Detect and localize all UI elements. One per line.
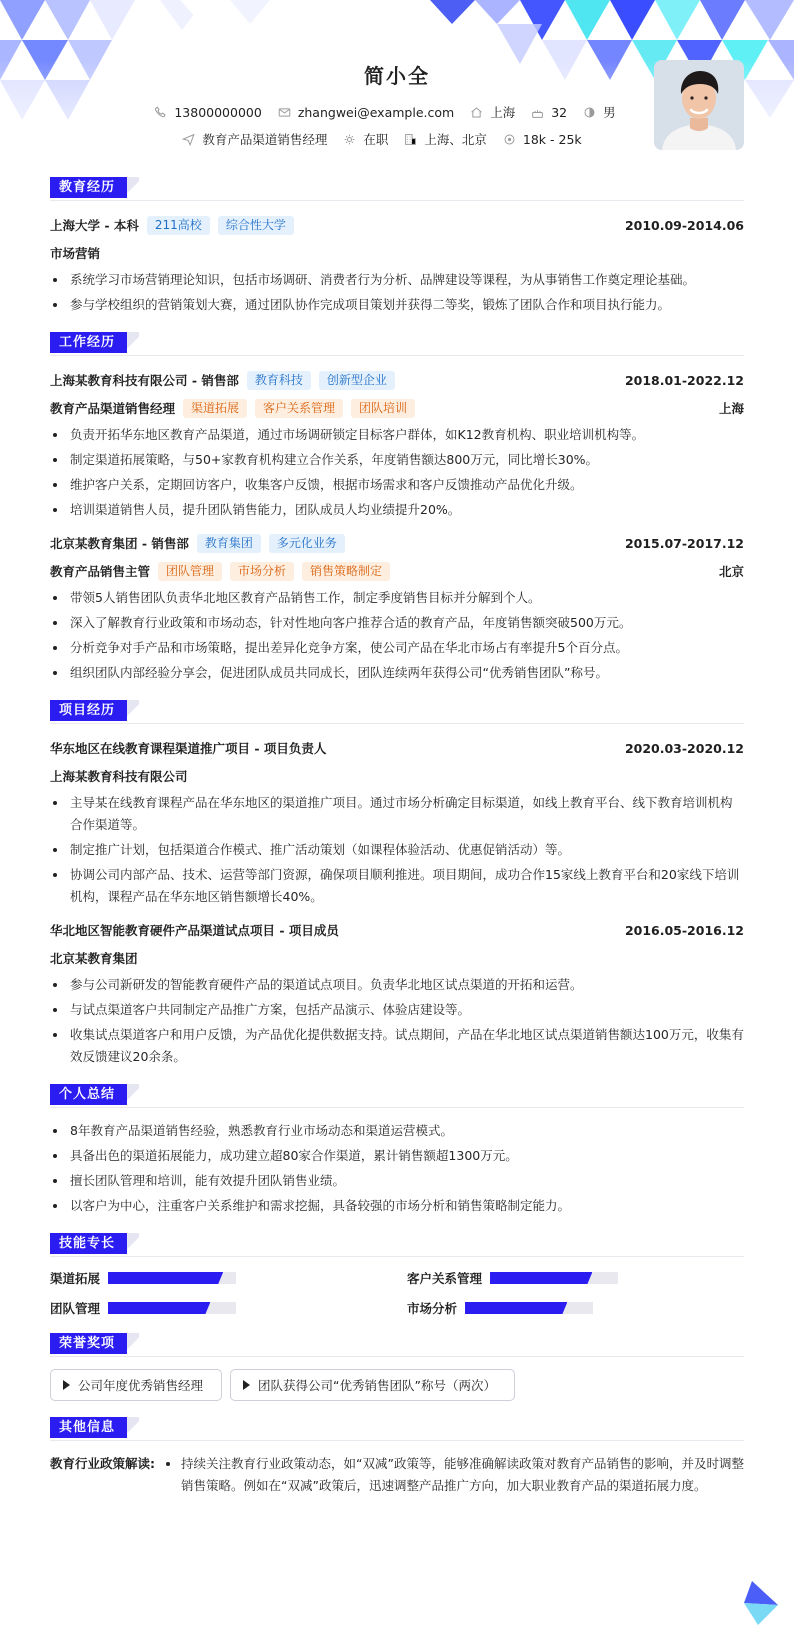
list-item: 以客户为中心，注重客户关系维护和需求挖掘，具备较强的市场分析和销售策略制定能力。 [50, 1195, 744, 1217]
list-item: 8年教育产品渠道销售经验，熟悉教育行业市场动态和渠道运营模式。 [50, 1120, 744, 1142]
target-city-info [404, 130, 487, 148]
age-icon [531, 106, 544, 119]
work-period: 2015.07-2017.12 [624, 535, 744, 551]
contact-row [50, 103, 744, 121]
list-item: 协调公司内部产品、技术、运营等部门资源，确保项目顺利推进。项目期间，成功合作15家线上教育平台和20家线下培训机构，课程产品在华东地区销售额增长40%。 [50, 864, 744, 908]
job-intent-row [50, 130, 744, 148]
project-entry [50, 736, 744, 908]
status-info [343, 130, 388, 148]
corner-decoration [738, 1581, 778, 1625]
role-row [50, 396, 744, 420]
list-item: 持续关注教育行业政策动态，如“双减”政策等，能够准确解读政策对教育产品销售的影响，并及时调整销售策略。例如在“双减”政策后，迅速调整产品推广方向，加大职业教育产品的渠道拓展力度。 [163, 1453, 744, 1497]
company-name: 北京某教育集团 - 销售部 [50, 536, 189, 551]
skills-section-header [50, 1231, 744, 1257]
list-item: 参与学校组织的营销策划大赛，通过团队协作完成项目策划并获得二等奖，锻炼了团队合作和项目执行能力。 [50, 294, 744, 316]
award-item [50, 1369, 222, 1401]
skill-name: 市场分析 [407, 1301, 458, 1316]
skills-grid [50, 1269, 744, 1317]
work-location: 上海 [718, 401, 744, 416]
skill-bar [465, 1302, 593, 1314]
work-location: 北京 [718, 564, 744, 579]
resume-header [50, 0, 744, 175]
role-name: 教育产品渠道销售经理 [50, 401, 176, 416]
send-icon [182, 133, 195, 146]
status-text: 在职 [363, 132, 389, 147]
other-info [50, 1453, 744, 1500]
summary-section-header [50, 1082, 744, 1108]
list-item: 制定推广计划，包括渠道合作模式、推广活动策划（如课程体验活动、优惠促销活动）等。 [50, 839, 744, 861]
role-left [50, 399, 415, 418]
company-name: 上海某教育科技有限公司 - 销售部 [50, 373, 239, 388]
award-text: 团队获得公司“优秀销售团队”称号（两次） [258, 1378, 496, 1393]
work-entry [50, 368, 744, 521]
major-row [50, 241, 744, 265]
education-entry-left [50, 216, 294, 235]
list-item: 带领5人销售团队负责华北地区教育产品销售工作，制定季度销售目标并分解到个人。 [50, 587, 744, 609]
list-item: 收集试点渠道客户和用户反馈，为产品优化提供数据支持。试点期间，产品在华北地区试点渠道销售额达100万元，收集有效反馈建议20余条。 [50, 1024, 744, 1068]
work-section-header [50, 330, 744, 356]
list-item: 系统学习市场营销理论知识，包括市场调研、消费者行为分析、品牌建设等课程，为从事销售工作奠定理论基础。 [50, 269, 744, 291]
role-tag: 客户关系管理 [255, 399, 343, 418]
role-tag: 团队培训 [351, 399, 415, 418]
target-position-text: 教育产品渠道销售经理 [202, 132, 328, 147]
target-position-info [182, 130, 327, 148]
awards-section [50, 1331, 744, 1401]
play-triangle-icon [63, 1380, 70, 1390]
project-company: 北京某教育集团 [50, 951, 138, 966]
other-section-header [50, 1415, 744, 1441]
skill-bar [108, 1302, 236, 1314]
city-text: 上海 [490, 105, 516, 120]
company-tag: 创新型企业 [319, 371, 395, 390]
list-item: 参与公司新研发的智能教育硬件产品的渠道试点项目。负责华北地区试点渠道的开拓和运营。 [50, 974, 744, 996]
list-item: 主导某在线教育课程产品在华东地区的渠道推广项目。通过市场分析确定目标渠道，如线上教育平台、线下教育培训机构合作渠道等。 [50, 792, 744, 836]
other-info-label: 教育行业政策解读: [50, 1456, 155, 1471]
education-entry-header [50, 213, 744, 237]
play-triangle-icon [243, 1380, 250, 1390]
education-bullets [50, 269, 744, 316]
avatar [654, 60, 744, 150]
gender-info [583, 103, 616, 121]
mail-icon [278, 106, 291, 119]
city-info [470, 103, 515, 121]
school-name: 上海大学 - 本科 [50, 218, 139, 233]
list-item: 分析竞争对手产品和市场策略，提出差异化竞争方案，使公司产品在华北市场占有率提升5个百分点。 [50, 637, 744, 659]
project-section-title: 项目经历 [50, 700, 127, 721]
project-company: 上海某教育科技有限公司 [50, 769, 188, 784]
company-tag: 多元化业务 [269, 534, 345, 553]
project-title: 华东地区在线教育课程渠道推广项目 - 项目负责人 [50, 741, 327, 756]
role-tag: 市场分析 [230, 562, 294, 581]
gender-text: 男 [603, 105, 616, 120]
award-item [230, 1369, 515, 1401]
awards-section-header [50, 1331, 744, 1357]
project-bullets [50, 792, 744, 908]
skill-bar-fill [108, 1302, 210, 1314]
status-icon [343, 133, 356, 146]
work-entry-left [50, 534, 345, 553]
project-period: 2020.03-2020.12 [624, 740, 744, 756]
work-bullets [50, 587, 744, 684]
role-tag: 销售策略制定 [302, 562, 390, 581]
skill-bar [490, 1272, 618, 1284]
project-entry-header [50, 918, 744, 942]
skill-item [50, 1269, 387, 1287]
skill-name: 团队管理 [50, 1301, 101, 1316]
skill-bar [108, 1272, 236, 1284]
major-name: 市场营销 [50, 246, 101, 261]
role-tag: 渠道拓展 [183, 399, 247, 418]
skill-item [407, 1299, 744, 1317]
project-entry [50, 918, 744, 1068]
school-tag: 211高校 [147, 216, 210, 235]
skill-item [50, 1299, 387, 1317]
award-text: 公司年度优秀销售经理 [78, 1378, 204, 1393]
work-section [50, 330, 744, 684]
work-entry-header [50, 531, 744, 555]
skills-section-title: 技能专长 [50, 1233, 127, 1254]
skill-name: 渠道拓展 [50, 1271, 101, 1286]
skills-section [50, 1231, 744, 1317]
work-section-title: 工作经历 [50, 332, 127, 353]
summary-section-title: 个人总结 [50, 1084, 127, 1105]
list-item: 组织团队内部经验分享会，促进团队成员共同成长，团队连续两年获得公司“优秀销售团队”称号。 [50, 662, 744, 684]
list-item: 培训渠道销售人员，提升团队销售能力，团队成员人均业绩提升20%。 [50, 499, 744, 521]
email-text: zhangwei@example.com [297, 104, 455, 120]
education-period: 2010.09-2014.06 [624, 217, 744, 233]
project-bullets [50, 974, 744, 1068]
project-title: 华北地区智能教育硬件产品渠道试点项目 - 项目成员 [50, 923, 339, 938]
phone-info [154, 103, 261, 121]
summary-section [50, 1082, 744, 1217]
age-info [531, 103, 567, 121]
education-section-header [50, 175, 744, 201]
list-item: 与试点渠道客户共同制定产品推广方案，包括产品演示、体验店建设等。 [50, 999, 744, 1021]
gender-icon [583, 106, 596, 119]
awards-section-title: 荣誉奖项 [50, 1333, 127, 1354]
skill-bar-fill [108, 1272, 223, 1284]
phone-text: 13800000000 [174, 104, 262, 120]
project-entry-header [50, 736, 744, 760]
school-tag: 综合性大学 [218, 216, 294, 235]
role-left [50, 562, 390, 581]
other-section [50, 1415, 744, 1500]
company-tag: 教育集团 [197, 534, 261, 553]
work-entry-header [50, 368, 744, 392]
project-company-row [50, 764, 744, 788]
work-entry-left [50, 371, 395, 390]
project-period: 2016.05-2016.12 [624, 922, 744, 938]
list-item: 深入了解教育行业政策和市场动态，针对性地向客户推荐合适的教育产品，年度销售额突破500万元。 [50, 612, 744, 634]
project-company-row [50, 946, 744, 970]
other-section-title: 其他信息 [50, 1417, 127, 1438]
other-info-bullets [163, 1453, 744, 1500]
work-period: 2018.01-2022.12 [624, 372, 744, 388]
phone-icon [154, 106, 167, 119]
skill-bar-fill [490, 1272, 592, 1284]
company-tag: 教育科技 [247, 371, 311, 390]
salary-text: 18k - 25k [522, 131, 582, 147]
list-item: 维护客户关系，定期回访客户，收集客户反馈，根据市场需求和客户反馈推动产品优化升级。 [50, 474, 744, 496]
candidate-name: 简小全 [364, 64, 430, 88]
education-entry [50, 213, 744, 316]
age-text: 32 [551, 104, 568, 120]
skill-item [407, 1269, 744, 1287]
salary-info [503, 130, 582, 148]
role-name: 教育产品销售主管 [50, 564, 151, 579]
target-city-text: 上海、北京 [424, 132, 487, 147]
work-entry [50, 531, 744, 684]
list-item: 制定渠道拓展策略，与50+家教育机构建立合作关系，年度销售额达800万元，同比增长30%。 [50, 449, 744, 471]
list-item: 擅长团队管理和培训，能有效提升团队销售业绩。 [50, 1170, 744, 1192]
list-item: 负责开拓华东地区教育产品渠道，通过市场调研锁定目标客户群体，如K12教育机构、职业培训机构等。 [50, 424, 744, 446]
project-section-header [50, 698, 744, 724]
avatar-portrait-icon [654, 60, 744, 150]
building-icon [404, 133, 417, 146]
salary-icon [503, 133, 516, 146]
skill-bar-fill [465, 1302, 567, 1314]
role-row [50, 559, 744, 583]
project-section [50, 698, 744, 1068]
skill-name: 客户关系管理 [407, 1271, 483, 1286]
home-icon [470, 106, 483, 119]
education-section-title: 教育经历 [50, 177, 127, 198]
summary-bullets [50, 1120, 744, 1217]
email-info [278, 103, 454, 121]
work-bullets [50, 424, 744, 521]
role-tag: 团队管理 [158, 562, 222, 581]
awards-list [50, 1369, 744, 1401]
list-item: 具备出色的渠道拓展能力，成功建立超80家合作渠道，累计销售额超1300万元。 [50, 1145, 744, 1167]
education-section [50, 175, 744, 316]
